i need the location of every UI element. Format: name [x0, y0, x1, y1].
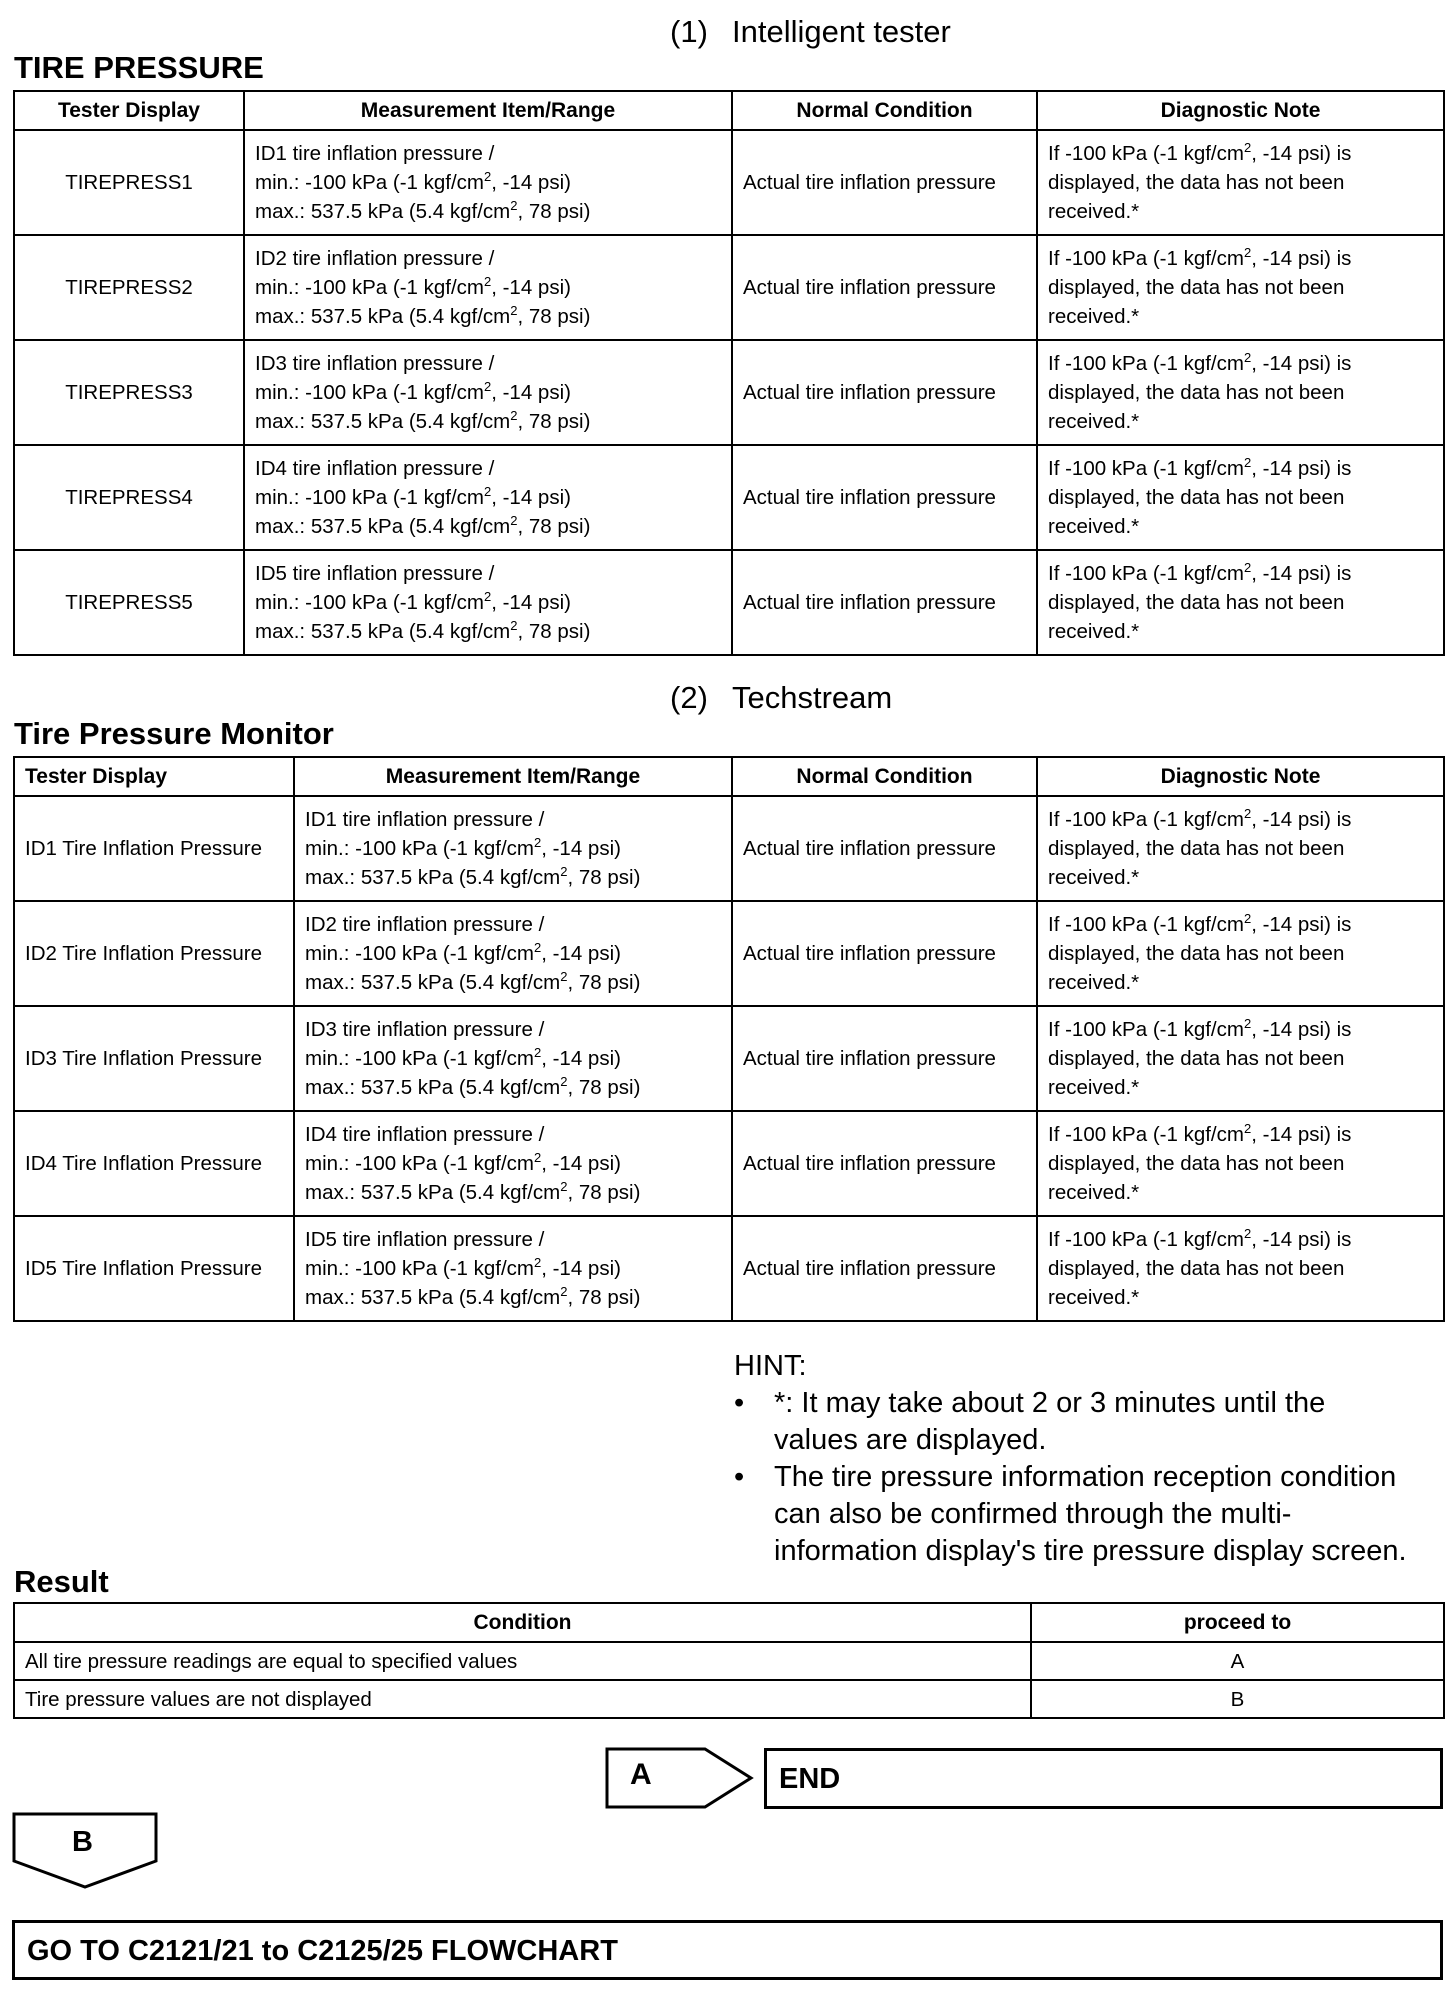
- superscript: 2: [1243, 560, 1252, 575]
- min-text-end: , -14 psi): [491, 381, 571, 404]
- measurement-item: ID3 tire inflation pressure /: [255, 352, 495, 375]
- tester-display-cell: ID1 Tire Inflation Pressure: [14, 796, 294, 901]
- normal-condition-cell: Actual tire inflation pressure: [732, 901, 1037, 1006]
- measurement-item: ID3 tire inflation pressure /: [305, 1018, 545, 1041]
- column-header: Measurement Item/Range: [294, 757, 732, 796]
- bullet-icon: •: [734, 1387, 745, 1419]
- measurement-cell: [294, 1006, 732, 1111]
- superscript: 2: [483, 274, 492, 289]
- superscript: 2: [533, 1045, 542, 1060]
- max-text-end: , 78 psi): [567, 866, 641, 889]
- note-line: displayed, the data has not been: [1048, 591, 1345, 614]
- measurement-min: [305, 939, 721, 968]
- diagnostic-note-cell: [1037, 445, 1444, 550]
- hint-label: HINT:: [734, 1350, 807, 1382]
- section1-number: (1): [670, 14, 708, 49]
- superscript: 2: [1243, 245, 1252, 260]
- note-text-end: , -14 psi) is: [1251, 562, 1352, 585]
- superscript: 2: [1243, 911, 1252, 926]
- min-text-end: , -14 psi): [541, 837, 621, 860]
- note-text-end: , -14 psi) is: [1251, 352, 1352, 375]
- tester-display-cell: TIREPRESS5: [14, 550, 244, 655]
- measurement-min: [255, 483, 721, 512]
- min-text-end: , -14 psi): [541, 1257, 621, 1280]
- max-text: max.: 537.5 kPa (5.4 kgf/cm: [255, 515, 511, 538]
- measurement-item: ID4 tire inflation pressure /: [255, 457, 495, 480]
- note-line: received.*: [1048, 1181, 1140, 1204]
- measurement-max: [305, 1073, 721, 1102]
- note-line: displayed, the data has not been: [1048, 171, 1345, 194]
- tester-display-cell: TIREPRESS2: [14, 235, 244, 340]
- superscript: 2: [560, 1179, 568, 1194]
- note-text: If -100 kPa (-1 kgf/cm: [1048, 913, 1244, 936]
- min-text: min.: -100 kPa (-1 kgf/cm: [255, 276, 484, 299]
- note-line: displayed, the data has not been: [1048, 486, 1345, 509]
- superscript: 2: [1243, 140, 1252, 155]
- tester-display-cell: ID2 Tire Inflation Pressure: [14, 901, 294, 1006]
- column-header: Condition: [14, 1603, 1031, 1642]
- superscript: 2: [533, 1255, 542, 1270]
- min-text-end: , -14 psi): [491, 591, 571, 614]
- min-text: min.: -100 kPa (-1 kgf/cm: [255, 171, 484, 194]
- note-text-end: , -14 psi) is: [1251, 808, 1352, 831]
- diagnostic-note-cell: [1037, 1006, 1444, 1111]
- normal-condition-cell: Actual tire inflation pressure: [732, 1006, 1037, 1111]
- section1-caption: [670, 14, 951, 50]
- tire-pressure-monitor-table-body: [14, 796, 1444, 1321]
- hint-list: [734, 1385, 1446, 1570]
- note-text-end: , -14 psi) is: [1251, 142, 1352, 165]
- note-text-end: , -14 psi) is: [1251, 457, 1352, 480]
- note-line: [1048, 1015, 1433, 1044]
- max-text: max.: 537.5 kPa (5.4 kgf/cm: [305, 1286, 561, 1309]
- superscript: 2: [1243, 455, 1252, 470]
- column-header: Diagnostic Note: [1037, 91, 1444, 130]
- note-line: [1048, 1120, 1433, 1149]
- a-arrow-icon: [605, 1747, 755, 1811]
- note-line: received.*: [1048, 1286, 1140, 1309]
- measurement-max: [305, 1178, 721, 1207]
- note-text-end: , -14 psi) is: [1251, 1123, 1352, 1146]
- measurement-min: [255, 588, 721, 617]
- max-text: max.: 537.5 kPa (5.4 kgf/cm: [255, 410, 511, 433]
- note-line: [1048, 805, 1433, 834]
- diagnostic-note-cell: [1037, 901, 1444, 1006]
- measurement-min: [255, 168, 721, 197]
- hint-line: information display's tire pressure display screen.: [774, 1535, 1407, 1567]
- section1-title: TIRE PRESSURE: [14, 50, 264, 85]
- note-line: [1048, 910, 1433, 939]
- normal-condition-cell: Actual tire inflation pressure: [732, 550, 1037, 655]
- tire-pressure-table-body: [14, 130, 1444, 655]
- bullet-icon: •: [734, 1461, 745, 1493]
- diagnostic-note-cell: [1037, 235, 1444, 340]
- normal-condition-cell: Actual tire inflation pressure: [732, 1216, 1037, 1321]
- measurement-max: [255, 407, 721, 436]
- table-row: [14, 1111, 1444, 1216]
- measurement-min: [305, 1044, 721, 1073]
- table-row: [14, 1216, 1444, 1321]
- table-row: [14, 901, 1444, 1006]
- note-line: displayed, the data has not been: [1048, 1047, 1345, 1070]
- diagnostic-note-cell: [1037, 550, 1444, 655]
- normal-condition-cell: Actual tire inflation pressure: [732, 235, 1037, 340]
- measurement-min: [305, 834, 721, 863]
- section2-caption: [670, 680, 892, 716]
- tester-display-cell: ID3 Tire Inflation Pressure: [14, 1006, 294, 1111]
- measurement-item: ID2 tire inflation pressure /: [255, 247, 495, 270]
- hint-line: The tire pressure information reception condition: [774, 1461, 1397, 1493]
- superscript: 2: [483, 484, 492, 499]
- note-text-end: , -14 psi) is: [1251, 247, 1352, 270]
- tester-display-cell: TIREPRESS1: [14, 130, 244, 235]
- measurement-max: [255, 617, 721, 646]
- note-text: If -100 kPa (-1 kgf/cm: [1048, 352, 1244, 375]
- superscript: 2: [483, 589, 492, 604]
- tester-display-cell: TIREPRESS3: [14, 340, 244, 445]
- measurement-cell: [294, 1111, 732, 1216]
- superscript: 2: [533, 835, 542, 850]
- measurement-item: ID5 tire inflation pressure /: [305, 1228, 545, 1251]
- proceed-cell: B: [1031, 1680, 1444, 1718]
- column-header: Measurement Item/Range: [244, 91, 732, 130]
- measurement-item: ID4 tire inflation pressure /: [305, 1123, 545, 1146]
- measurement-max: [305, 968, 721, 997]
- note-line: displayed, the data has not been: [1048, 837, 1345, 860]
- max-text: max.: 537.5 kPa (5.4 kgf/cm: [255, 305, 511, 328]
- note-line: [1048, 244, 1433, 273]
- min-text: min.: -100 kPa (-1 kgf/cm: [255, 381, 484, 404]
- max-text-end: , 78 psi): [517, 515, 591, 538]
- column-header: Normal Condition: [732, 757, 1037, 796]
- min-text: min.: -100 kPa (-1 kgf/cm: [305, 1047, 534, 1070]
- note-line: received.*: [1048, 620, 1140, 643]
- note-line: received.*: [1048, 1076, 1140, 1099]
- min-text-end: , -14 psi): [491, 171, 571, 194]
- table-row: [14, 1006, 1444, 1111]
- note-line: [1048, 1225, 1433, 1254]
- normal-condition-cell: Actual tire inflation pressure: [732, 340, 1037, 445]
- measurement-cell: [244, 235, 732, 340]
- note-text: If -100 kPa (-1 kgf/cm: [1048, 1018, 1244, 1041]
- note-line: received.*: [1048, 866, 1140, 889]
- measurement-max: [305, 863, 721, 892]
- measurement-item: ID5 tire inflation pressure /: [255, 562, 495, 585]
- note-line: displayed, the data has not been: [1048, 1152, 1345, 1175]
- normal-condition-cell: Actual tire inflation pressure: [732, 130, 1037, 235]
- section2-number: (2): [670, 680, 708, 715]
- measurement-max: [255, 302, 721, 331]
- measurement-min: [305, 1254, 721, 1283]
- note-line: received.*: [1048, 971, 1140, 994]
- diagnostic-note-cell: [1037, 796, 1444, 901]
- measurement-max: [305, 1283, 721, 1312]
- note-text: If -100 kPa (-1 kgf/cm: [1048, 1228, 1244, 1251]
- note-line: received.*: [1048, 305, 1140, 328]
- hint-line: values are displayed.: [774, 1424, 1047, 1456]
- hint-line: can also be confirmed through the multi-: [774, 1498, 1292, 1530]
- superscript: 2: [1243, 1016, 1252, 1031]
- note-text-end: , -14 psi) is: [1251, 1228, 1352, 1251]
- note-line: displayed, the data has not been: [1048, 1257, 1345, 1280]
- column-header: Normal Condition: [732, 91, 1037, 130]
- measurement-min: [305, 1149, 721, 1178]
- measurement-max: [255, 197, 721, 226]
- measurement-cell: [244, 550, 732, 655]
- hint-block: [734, 1348, 1446, 1570]
- min-text-end: , -14 psi): [541, 942, 621, 965]
- note-line: [1048, 139, 1433, 168]
- goto-flowchart-box: [12, 1920, 1443, 1980]
- result-title: Result: [14, 1564, 109, 1599]
- section2-caption-text: Techstream: [732, 680, 893, 715]
- max-text: max.: 537.5 kPa (5.4 kgf/cm: [305, 866, 561, 889]
- note-text: If -100 kPa (-1 kgf/cm: [1048, 142, 1244, 165]
- note-text: If -100 kPa (-1 kgf/cm: [1048, 562, 1244, 585]
- flow-a-label: A: [630, 1758, 652, 1791]
- diagnostic-note-cell: [1037, 1216, 1444, 1321]
- max-text-end: , 78 psi): [567, 971, 641, 994]
- superscript: 2: [1243, 1226, 1252, 1241]
- hint-item: [734, 1459, 1446, 1570]
- superscript: 2: [560, 969, 568, 984]
- note-line: displayed, the data has not been: [1048, 276, 1345, 299]
- column-header: Diagnostic Note: [1037, 757, 1444, 796]
- condition-cell: Tire pressure values are not displayed: [14, 1680, 1031, 1718]
- note-line: [1048, 559, 1433, 588]
- column-header: Tester Display: [14, 757, 294, 796]
- column-header: Tester Display: [14, 91, 244, 130]
- max-text-end: , 78 psi): [517, 410, 591, 433]
- min-text-end: , -14 psi): [541, 1152, 621, 1175]
- note-line: displayed, the data has not been: [1048, 381, 1345, 404]
- tire-pressure-monitor-table: [13, 756, 1445, 1322]
- measurement-cell: [244, 130, 732, 235]
- table-row: [14, 550, 1444, 655]
- table-row: [14, 130, 1444, 235]
- measurement-cell: [294, 901, 732, 1006]
- note-text-end: , -14 psi) is: [1251, 1018, 1352, 1041]
- diagnostic-note-cell: [1037, 130, 1444, 235]
- note-line: received.*: [1048, 200, 1140, 223]
- note-line: received.*: [1048, 410, 1140, 433]
- table-row: [14, 1680, 1444, 1718]
- table-row: [14, 796, 1444, 901]
- section2-title: Tire Pressure Monitor: [14, 716, 334, 751]
- note-line: received.*: [1048, 515, 1140, 538]
- goto-flowchart-label: GO TO C2121/21 to C2125/25 FLOWCHART: [27, 1935, 618, 1967]
- tester-display-cell: ID4 Tire Inflation Pressure: [14, 1111, 294, 1216]
- condition-cell: All tire pressure readings are equal to specified values: [14, 1642, 1031, 1680]
- max-text: max.: 537.5 kPa (5.4 kgf/cm: [255, 620, 511, 643]
- measurement-cell: [244, 445, 732, 550]
- min-text: min.: -100 kPa (-1 kgf/cm: [305, 942, 534, 965]
- note-text: If -100 kPa (-1 kgf/cm: [1048, 1123, 1244, 1146]
- normal-condition-cell: Actual tire inflation pressure: [732, 445, 1037, 550]
- min-text: min.: -100 kPa (-1 kgf/cm: [255, 591, 484, 614]
- measurement-min: [255, 378, 721, 407]
- measurement-item: ID1 tire inflation pressure /: [305, 808, 545, 831]
- max-text-end: , 78 psi): [567, 1181, 641, 1204]
- tire-pressure-table: [13, 90, 1445, 656]
- note-line: displayed, the data has not been: [1048, 942, 1345, 965]
- measurement-item: ID2 tire inflation pressure /: [305, 913, 545, 936]
- note-text: If -100 kPa (-1 kgf/cm: [1048, 457, 1244, 480]
- table-row: [14, 1642, 1444, 1680]
- end-box: [764, 1748, 1443, 1809]
- note-text: If -100 kPa (-1 kgf/cm: [1048, 808, 1244, 831]
- superscript: 2: [483, 169, 492, 184]
- min-text-end: , -14 psi): [541, 1047, 621, 1070]
- normal-condition-cell: Actual tire inflation pressure: [732, 796, 1037, 901]
- measurement-item: ID1 tire inflation pressure /: [255, 142, 495, 165]
- tester-display-cell: TIREPRESS4: [14, 445, 244, 550]
- superscript: 2: [560, 1284, 568, 1299]
- superscript: 2: [510, 618, 518, 633]
- table-row: [14, 235, 1444, 340]
- note-line: [1048, 349, 1433, 378]
- superscript: 2: [510, 513, 518, 528]
- note-text-end: , -14 psi) is: [1251, 913, 1352, 936]
- min-text: min.: -100 kPa (-1 kgf/cm: [305, 1257, 534, 1280]
- superscript: 2: [510, 408, 518, 423]
- table-row: [14, 340, 1444, 445]
- max-text-end: , 78 psi): [567, 1286, 641, 1309]
- section1-caption-text: Intelligent tester: [732, 14, 951, 49]
- diagnostic-note-cell: [1037, 340, 1444, 445]
- normal-condition-cell: Actual tire inflation pressure: [732, 1111, 1037, 1216]
- measurement-max: [255, 512, 721, 541]
- measurement-cell: [294, 1216, 732, 1321]
- hint-line: *: It may take about 2 or 3 minutes until the: [774, 1387, 1326, 1419]
- superscript: 2: [510, 198, 518, 213]
- superscript: 2: [1243, 1121, 1252, 1136]
- superscript: 2: [1243, 806, 1252, 821]
- tester-display-cell: ID5 Tire Inflation Pressure: [14, 1216, 294, 1321]
- superscript: 2: [533, 1150, 542, 1165]
- diagnostic-note-cell: [1037, 1111, 1444, 1216]
- max-text: max.: 537.5 kPa (5.4 kgf/cm: [305, 1181, 561, 1204]
- superscript: 2: [1243, 350, 1252, 365]
- max-text-end: , 78 psi): [567, 1076, 641, 1099]
- max-text-end: , 78 psi): [517, 305, 591, 328]
- flow-b-label: B: [72, 1826, 93, 1858]
- max-text-end: , 78 psi): [517, 620, 591, 643]
- measurement-min: [255, 273, 721, 302]
- result-table: [13, 1602, 1445, 1719]
- table-row: [14, 445, 1444, 550]
- max-text: max.: 537.5 kPa (5.4 kgf/cm: [305, 971, 561, 994]
- superscript: 2: [560, 864, 568, 879]
- proceed-cell: A: [1031, 1642, 1444, 1680]
- max-text: max.: 537.5 kPa (5.4 kgf/cm: [305, 1076, 561, 1099]
- max-text-end: , 78 psi): [517, 200, 591, 223]
- hint-item: [734, 1385, 1446, 1459]
- measurement-cell: [244, 340, 732, 445]
- max-text: max.: 537.5 kPa (5.4 kgf/cm: [255, 200, 511, 223]
- superscript: 2: [533, 940, 542, 955]
- measurement-cell: [294, 796, 732, 901]
- end-label: END: [779, 1763, 841, 1795]
- min-text-end: , -14 psi): [491, 276, 571, 299]
- note-text: If -100 kPa (-1 kgf/cm: [1048, 247, 1244, 270]
- note-line: [1048, 454, 1433, 483]
- superscript: 2: [560, 1074, 568, 1089]
- min-text: min.: -100 kPa (-1 kgf/cm: [305, 1152, 534, 1175]
- column-header: proceed to: [1031, 1603, 1444, 1642]
- min-text-end: , -14 psi): [491, 486, 571, 509]
- min-text: min.: -100 kPa (-1 kgf/cm: [255, 486, 484, 509]
- min-text: min.: -100 kPa (-1 kgf/cm: [305, 837, 534, 860]
- superscript: 2: [483, 379, 492, 394]
- superscript: 2: [510, 303, 518, 318]
